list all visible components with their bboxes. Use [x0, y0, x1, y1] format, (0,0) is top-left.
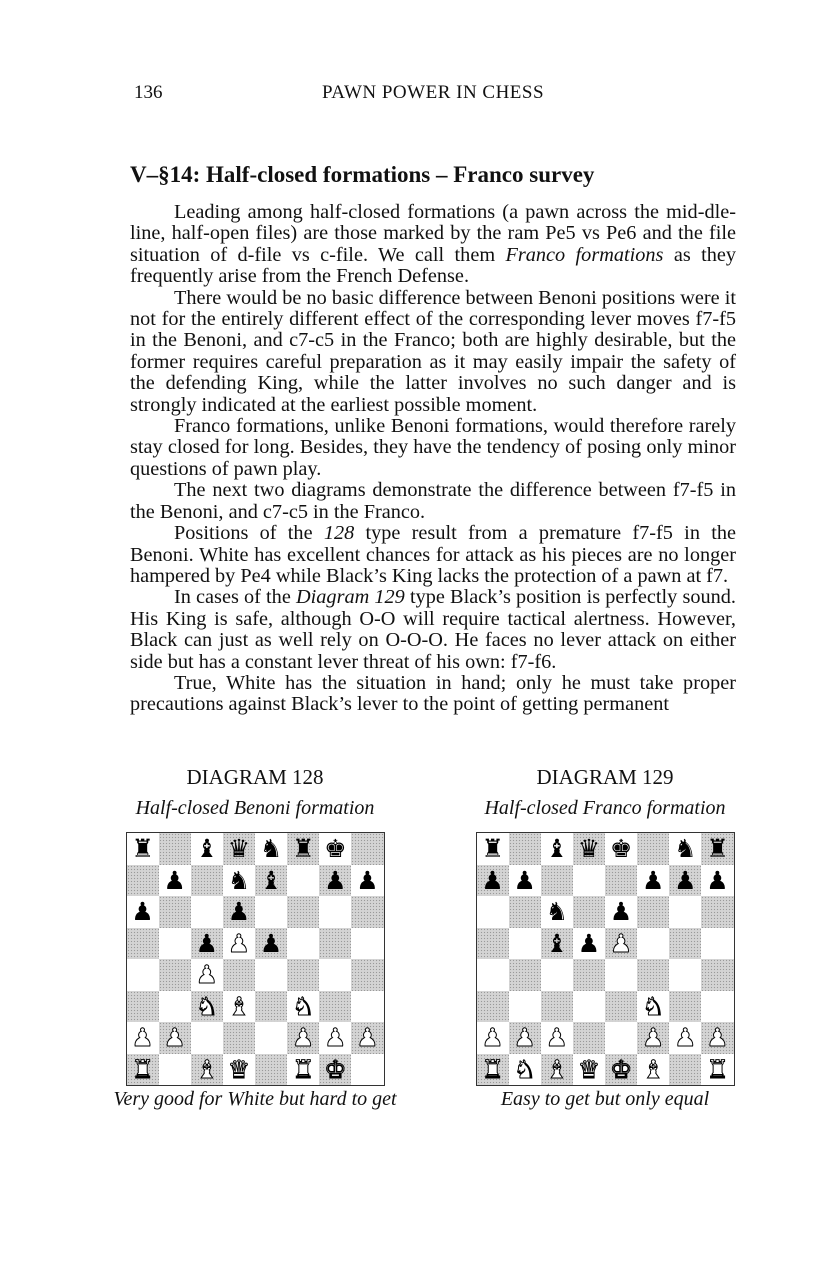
- board-square: [319, 959, 351, 991]
- board-square: [191, 865, 223, 897]
- black-bishop-icon: ♝: [195, 834, 219, 864]
- black-rook-icon: ♜: [481, 834, 504, 864]
- black-pawn-icon: ♟: [674, 865, 697, 895]
- white-pawn-icon: ♟: [481, 1023, 504, 1053]
- board-square: [605, 959, 637, 991]
- black-knight-icon: ♞: [674, 834, 697, 864]
- board-square: [477, 833, 509, 865]
- black-pawn-icon: ♟: [513, 865, 536, 895]
- board-square: [159, 865, 191, 897]
- board-square: [255, 896, 287, 928]
- paragraph: [130, 480, 736, 523]
- board-square: [191, 991, 223, 1023]
- board-square: [159, 1022, 191, 1054]
- board-square: [573, 928, 605, 960]
- board-square: [605, 833, 637, 865]
- white-pawn-icon: ♟: [227, 928, 251, 958]
- paragraph: [130, 202, 736, 288]
- board-square: [477, 991, 509, 1023]
- black-pawn-icon: ♟: [481, 865, 504, 895]
- black-pawn-icon: ♟: [356, 865, 379, 895]
- board-square: [509, 928, 541, 960]
- paragraph: [130, 523, 736, 587]
- black-rook-icon: ♜: [131, 834, 154, 864]
- board-square: [351, 833, 383, 865]
- text-run: as they frequently arise from the French Defense.: [130, 243, 736, 288]
- black-bishop-icon: ♝: [259, 865, 283, 895]
- board-square: [701, 959, 733, 991]
- board-square: [223, 959, 255, 991]
- board-square: [573, 959, 605, 991]
- board-square: [191, 896, 223, 928]
- board-square: [605, 1054, 637, 1086]
- board-square: [509, 865, 541, 897]
- board-square: [351, 865, 383, 897]
- white-king-icon: ♚: [324, 1054, 347, 1084]
- board-square: [701, 1054, 733, 1086]
- board-square: [701, 991, 733, 1023]
- white-bishop-icon: ♝: [227, 991, 251, 1021]
- board-square: [573, 1022, 605, 1054]
- board-square: [255, 991, 287, 1023]
- board-square: [477, 896, 509, 928]
- board-square: [669, 1054, 701, 1086]
- board-square: [351, 1022, 383, 1054]
- white-pawn-icon: ♟: [609, 928, 633, 958]
- text-run: type Black’s position is perfectly sound. His King is safe, although O-O will require tactical alertness. However, Black can just as well rely on O-O-O. He faces no lever attack on either side but has a constant lever threat of his own: f7-f6.: [130, 586, 736, 673]
- board-square: [669, 896, 701, 928]
- board-square: [223, 928, 255, 960]
- board-square: [223, 1022, 255, 1054]
- board-square: [255, 1054, 287, 1086]
- board-square: [287, 991, 319, 1023]
- board-square: [191, 833, 223, 865]
- board-square: [669, 833, 701, 865]
- text-run: Positions of the: [174, 522, 324, 545]
- black-pawn-icon: ♟: [131, 897, 154, 927]
- board-square: [509, 833, 541, 865]
- black-knight-icon: ♞: [227, 865, 251, 895]
- white-pawn-icon: ♟: [131, 1023, 154, 1053]
- text-run: In cases of the: [174, 586, 296, 609]
- board-square: [159, 991, 191, 1023]
- board-square: [541, 833, 573, 865]
- white-pawn-icon: ♟: [163, 1023, 186, 1053]
- board-square: [669, 1022, 701, 1054]
- board-square: [287, 896, 319, 928]
- board-square: [127, 1022, 159, 1054]
- board-square: [541, 865, 573, 897]
- board-square: [255, 865, 287, 897]
- running-title: PAWN POWER IN CHESS: [321, 82, 545, 103]
- board-square: [351, 896, 383, 928]
- board-square: [191, 959, 223, 991]
- board-square: [477, 1054, 509, 1086]
- board-square: [287, 865, 319, 897]
- board-square: [637, 959, 669, 991]
- board-square: [669, 865, 701, 897]
- board-square: [477, 959, 509, 991]
- black-pawn-icon: ♟: [706, 865, 729, 895]
- board-square: [191, 1022, 223, 1054]
- paragraph: [130, 587, 736, 673]
- board-square: [127, 833, 159, 865]
- board-square: [127, 865, 159, 897]
- board-square: [637, 928, 669, 960]
- white-bishop-icon: ♝: [545, 1054, 569, 1084]
- board-square: [255, 959, 287, 991]
- board-square: [701, 865, 733, 897]
- board-square: [287, 1054, 319, 1086]
- chess-board: [126, 832, 385, 1086]
- board-square: [477, 865, 509, 897]
- board-square: [351, 991, 383, 1023]
- diagram-caption: Very good for White but hard to get: [113, 1088, 397, 1110]
- white-knight-icon: ♞: [291, 991, 315, 1021]
- board-square: [287, 1022, 319, 1054]
- white-knight-icon: ♞: [641, 991, 665, 1021]
- black-rook-icon: ♜: [706, 834, 729, 864]
- board-square: [637, 896, 669, 928]
- board-square: [319, 991, 351, 1023]
- body-text: [130, 202, 736, 716]
- paragraph: [130, 673, 736, 716]
- diagram-128: [105, 762, 405, 1086]
- board-square: [127, 928, 159, 960]
- board-square: [541, 1054, 573, 1086]
- board-square: [351, 959, 383, 991]
- board-square: [637, 1022, 669, 1054]
- text-run: Franco formations: [505, 243, 664, 266]
- black-king-icon: ♚: [324, 834, 347, 864]
- board-square: [127, 959, 159, 991]
- black-king-icon: ♚: [609, 834, 633, 864]
- white-queen-icon: ♛: [227, 1054, 251, 1084]
- board-square: [255, 1022, 287, 1054]
- board-square: [223, 865, 255, 897]
- board-square: [159, 896, 191, 928]
- board-square: [509, 991, 541, 1023]
- board-square: [127, 896, 159, 928]
- text-run: The next two diagrams demonstrate the difference between f7-f5 in the Benoni, and c7-c5 in the Franco.: [130, 479, 736, 523]
- black-pawn-icon: ♟: [324, 865, 347, 895]
- white-pawn-icon: ♟: [513, 1023, 536, 1053]
- black-knight-icon: ♞: [545, 897, 569, 927]
- board-square: [573, 991, 605, 1023]
- board-square: [637, 1054, 669, 1086]
- board-square: [191, 928, 223, 960]
- board-square: [605, 896, 637, 928]
- black-bishop-icon: ♝: [545, 928, 569, 958]
- board-square: [541, 896, 573, 928]
- board-square: [605, 1022, 637, 1054]
- board-square: [319, 896, 351, 928]
- board-square: [509, 1022, 541, 1054]
- board-square: [669, 991, 701, 1023]
- board-square: [605, 928, 637, 960]
- board-square: [477, 1022, 509, 1054]
- board-square: [223, 896, 255, 928]
- board-square: [159, 959, 191, 991]
- white-pawn-icon: ♟: [706, 1023, 729, 1053]
- text-run: True, White has the situation in hand; only he must take proper precautions against Black’s lever to the point of getting permanent: [130, 671, 736, 716]
- page-number: 136: [134, 82, 163, 103]
- black-pawn-icon: ♟: [227, 897, 251, 927]
- white-rook-icon: ♜: [131, 1054, 154, 1084]
- white-pawn-icon: ♟: [291, 1023, 315, 1053]
- white-bishop-icon: ♝: [195, 1054, 219, 1084]
- board-square: [701, 1022, 733, 1054]
- black-pawn-icon: ♟: [641, 865, 665, 895]
- board-square: [573, 865, 605, 897]
- black-pawn-icon: ♟: [163, 865, 186, 895]
- board-square: [509, 896, 541, 928]
- white-pawn-icon: ♟: [545, 1023, 569, 1053]
- text-run: type result from a premature f7-f5 in the Benoni. White has excellent chances for attack as his pieces are no longer hampered by Pe4 while Black’s King lacks the protection of a pawn at f7.: [130, 522, 736, 587]
- white-pawn-icon: ♟: [195, 960, 219, 990]
- white-pawn-icon: ♟: [641, 1023, 665, 1053]
- board-square: [605, 991, 637, 1023]
- board-square: [159, 928, 191, 960]
- black-queen-icon: ♛: [577, 834, 601, 864]
- board-square: [605, 865, 637, 897]
- white-bishop-icon: ♝: [641, 1054, 665, 1084]
- text-run: Franco formations, unlike Benoni formations, would therefore rarely stay closed for long. Besides, they have the tendency of posing only minor questions of pawn play.: [130, 415, 736, 480]
- board-square: [223, 833, 255, 865]
- white-knight-icon: ♞: [513, 1054, 536, 1084]
- board-square: [255, 833, 287, 865]
- white-rook-icon: ♜: [706, 1054, 729, 1084]
- board-square: [541, 959, 573, 991]
- board-square: [255, 928, 287, 960]
- diagram-number: DIAGRAM 128: [186, 765, 324, 789]
- text-run: There would be no basic difference between Benoni positions were it not for the entirely different effect of the corresponding lever moves f7-f5 in the Benoni, and c7-c5 in the Franco; both are highly desirable, but the former requires careful preparation as it may easily impair the safety of the defending King, while the latter involves no such danger and is strongly indicated at the earliest possible moment.: [130, 286, 736, 416]
- black-pawn-icon: ♟: [195, 928, 219, 958]
- paragraph: [130, 416, 736, 480]
- board-square: [509, 959, 541, 991]
- board-square: [287, 928, 319, 960]
- board-square: [319, 928, 351, 960]
- black-knight-icon: ♞: [259, 834, 283, 864]
- text-run: Diagram 129: [296, 586, 405, 609]
- black-pawn-icon: ♟: [259, 928, 283, 958]
- board-square: [319, 1022, 351, 1054]
- black-pawn-icon: ♟: [577, 928, 601, 958]
- white-pawn-icon: ♟: [674, 1023, 697, 1053]
- black-pawn-icon: ♟: [609, 897, 633, 927]
- diagram-subtitle: Half-closed Franco formation: [484, 797, 726, 819]
- board-square: [573, 1054, 605, 1086]
- board-square: [637, 991, 669, 1023]
- board-square: [287, 833, 319, 865]
- board-square: [319, 1054, 351, 1086]
- board-square: [637, 865, 669, 897]
- board-square: [701, 833, 733, 865]
- diagram-number: DIAGRAM 129: [536, 765, 674, 789]
- white-knight-icon: ♞: [195, 991, 219, 1021]
- white-king-icon: ♚: [609, 1054, 633, 1084]
- board-square: [159, 1054, 191, 1086]
- white-queen-icon: ♛: [577, 1054, 601, 1084]
- board-square: [541, 928, 573, 960]
- text-run: Leading among half-closed formations (a pawn across the mid-dle- line, half-open files) are those marked by the ram Pe5 vs Pe6 and the file situation of d-file vs c-file. We call them: [130, 201, 736, 266]
- board-square: [701, 896, 733, 928]
- board-square: [159, 833, 191, 865]
- board-square: [477, 928, 509, 960]
- board-square: [509, 1054, 541, 1086]
- diagram-129: [455, 762, 755, 1086]
- board-square: [573, 833, 605, 865]
- board-square: [127, 1054, 159, 1086]
- board-square: [701, 928, 733, 960]
- board-square: [637, 833, 669, 865]
- diagram-subtitle: Half-closed Benoni formation: [135, 797, 375, 819]
- section-title: V–§14: Half-closed formations – Franco survey: [130, 162, 595, 187]
- board-square: [351, 928, 383, 960]
- board-square: [319, 865, 351, 897]
- board-square: [669, 959, 701, 991]
- board-square: [573, 896, 605, 928]
- board-square: [669, 928, 701, 960]
- board-square: [351, 1054, 383, 1086]
- chess-board: [476, 832, 735, 1086]
- black-queen-icon: ♛: [227, 834, 251, 864]
- page-header: [130, 78, 736, 108]
- board-square: [191, 1054, 223, 1086]
- board-square: [223, 991, 255, 1023]
- board-square: [287, 959, 319, 991]
- black-bishop-icon: ♝: [545, 834, 569, 864]
- board-square: [541, 991, 573, 1023]
- board-square: [127, 991, 159, 1023]
- paragraph: [130, 288, 736, 416]
- board-square: [541, 1022, 573, 1054]
- white-pawn-icon: ♟: [356, 1023, 379, 1053]
- text-run: 128: [323, 522, 355, 545]
- diagram-caption: Easy to get but only equal: [500, 1088, 710, 1110]
- white-pawn-icon: ♟: [324, 1023, 347, 1053]
- black-rook-icon: ♜: [291, 834, 315, 864]
- white-rook-icon: ♜: [481, 1054, 504, 1084]
- board-square: [223, 1054, 255, 1086]
- white-rook-icon: ♜: [291, 1054, 315, 1084]
- board-square: [319, 833, 351, 865]
